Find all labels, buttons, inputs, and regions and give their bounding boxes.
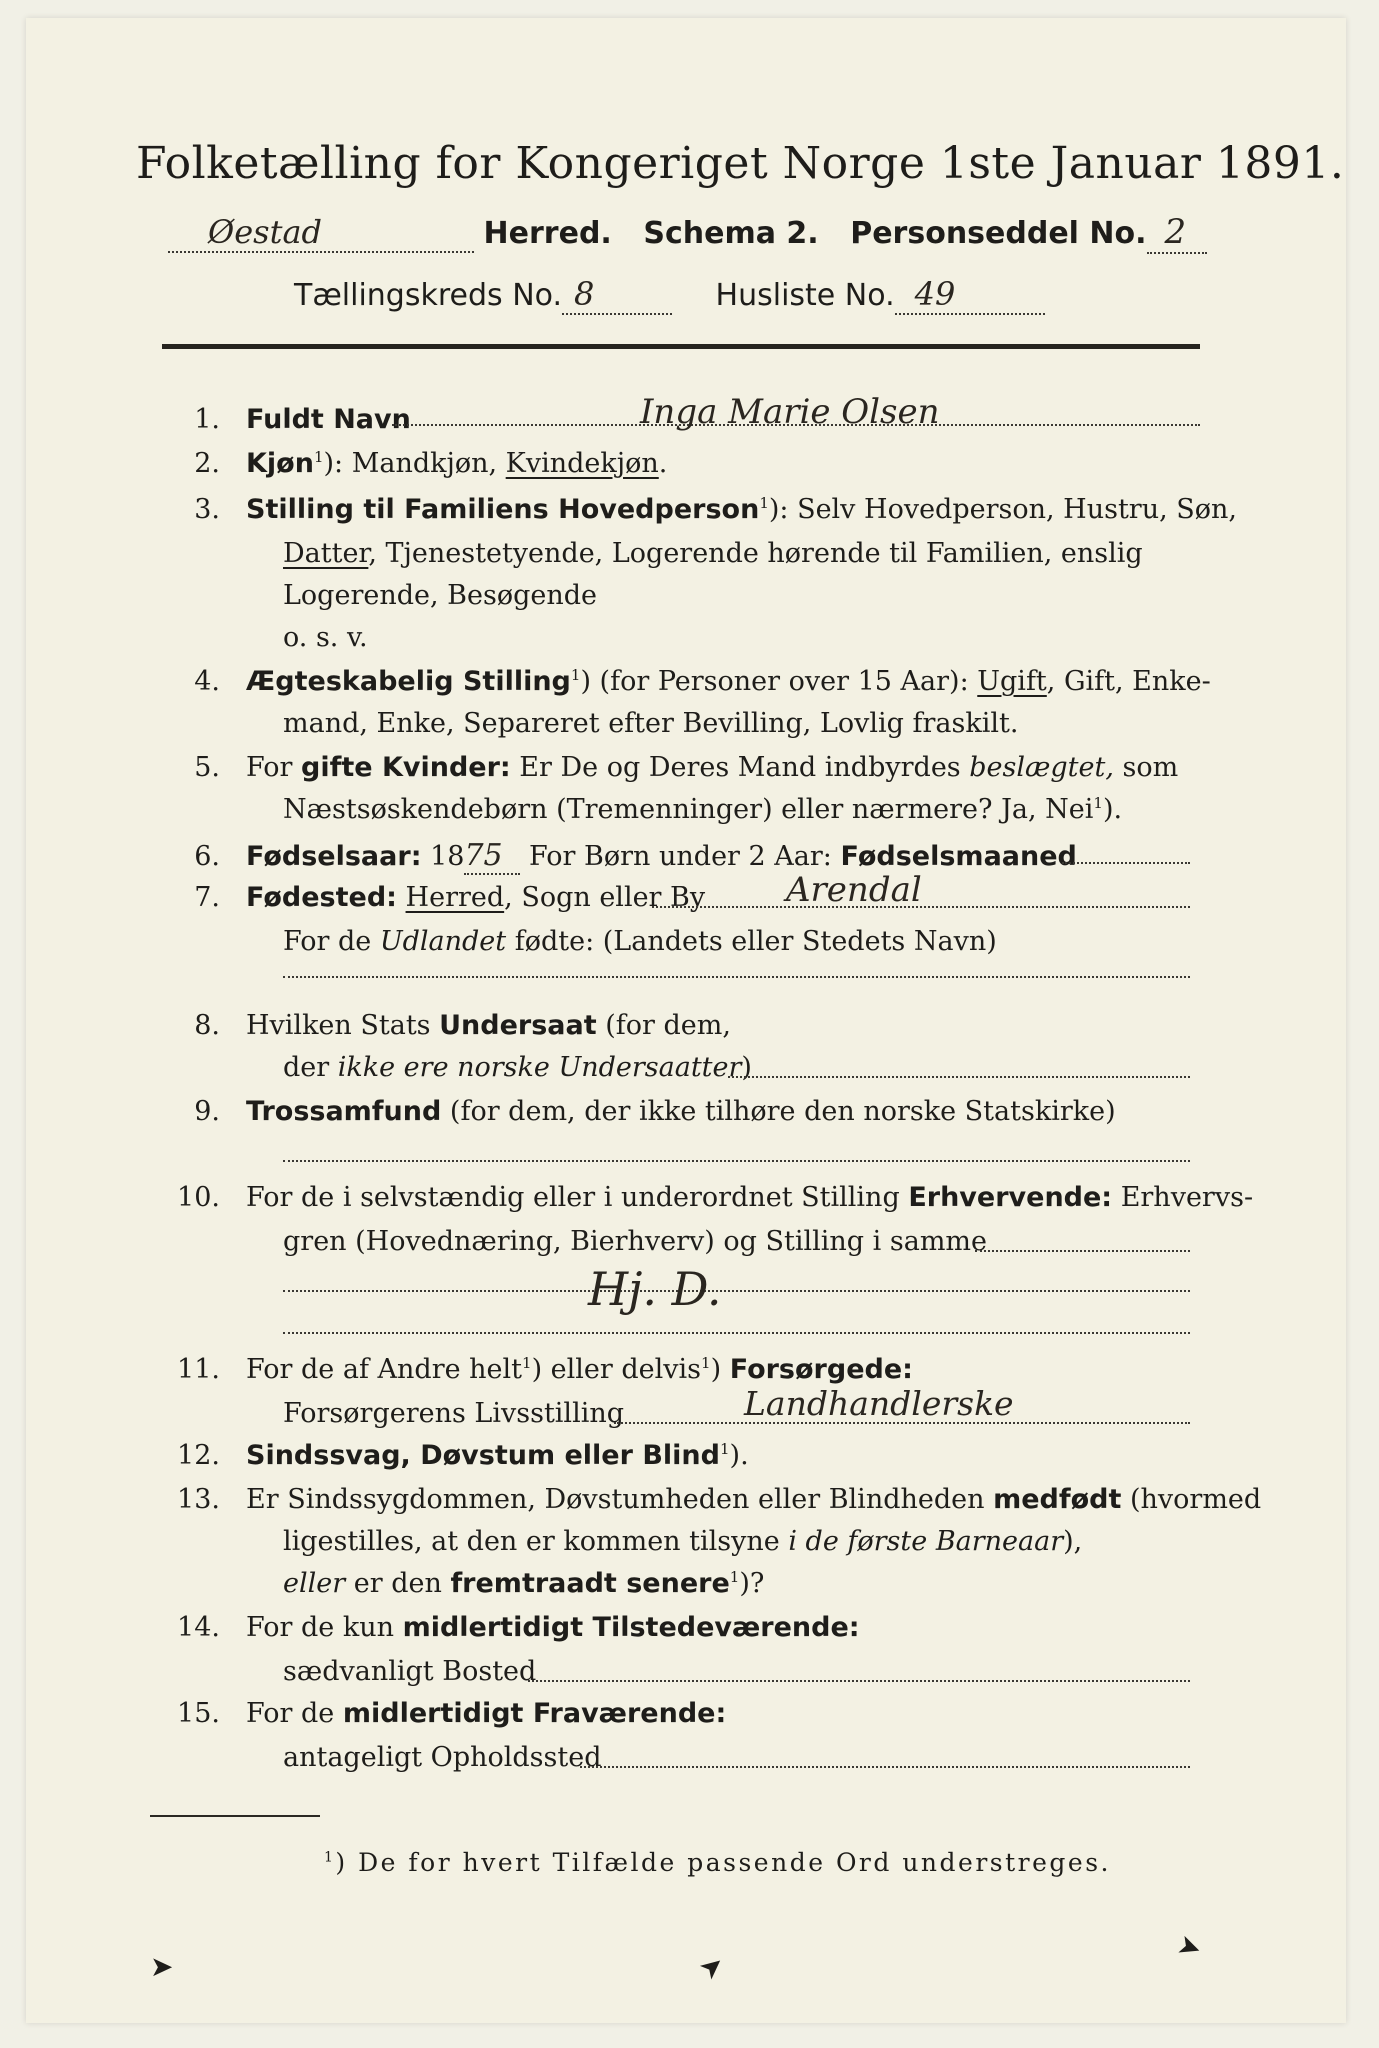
item-10-line2: gren (Hovednæring, Bierhverv) og Stilling i samme	[283, 1226, 988, 1257]
item-5-text: Er De og Deres Mand indbyrdes	[510, 752, 970, 783]
item-8-line2-a: der	[283, 1052, 338, 1083]
item-11-line2: Forsørgerens Livsstilling	[283, 1398, 625, 1429]
footnote-ref: 1	[759, 494, 769, 512]
item-8-text: Hvilken Stats	[246, 1010, 440, 1041]
husliste-value: 49	[914, 275, 956, 313]
item-2-end: .	[658, 448, 668, 479]
item-13-label: medfødt	[993, 1484, 1122, 1515]
item-number: 13.	[177, 1484, 220, 1515]
item-4	[150, 666, 1211, 697]
personseddel-label: Personseddel No.	[850, 216, 1147, 251]
item-7-value: Arendal	[786, 870, 922, 910]
item-10-dotline	[975, 1250, 1190, 1252]
footnote-ref: 1	[313, 448, 324, 466]
item-3-line2	[283, 538, 1143, 569]
item-3-line4: o. s. v.	[283, 622, 368, 653]
footnote-rule	[150, 1815, 320, 1817]
item-5-label: gifte Kvinder:	[301, 752, 511, 783]
item-5-prefix: For	[246, 752, 302, 783]
item-6-dotline	[1062, 862, 1190, 864]
item-2-selected: Kvindekjøn	[505, 448, 659, 479]
personseddel-value: 2	[1164, 212, 1187, 252]
item-8	[150, 1010, 731, 1041]
item-13-text: Er Sindssygdommen, Døvstumheden eller Blindheden	[246, 1484, 994, 1515]
item-7	[150, 882, 705, 913]
item-number: 15.	[177, 1698, 220, 1729]
corner-mark-left-icon: ➤	[150, 1950, 174, 1983]
item-11-text-c: )	[710, 1354, 730, 1385]
item-5-italic: beslægtet,	[969, 752, 1114, 783]
item-13-line3-italic: eller	[283, 1568, 346, 1599]
item-13-end: (hvormed	[1121, 1484, 1262, 1515]
item-15-dotline	[580, 1766, 1190, 1768]
footnote	[324, 1848, 1111, 1877]
kreds-value: 8	[574, 275, 595, 313]
item-4-line2: mand, Enke, Separeret efter Bevilling, Lovlig fraskilt.	[283, 708, 1019, 739]
item-3-text: ): Selv Hovedperson, Hustru, Søn,	[768, 494, 1237, 525]
item-6-value: 75	[464, 838, 503, 873]
item-number: 3.	[194, 494, 220, 525]
item-7-label: Fødested:	[246, 882, 397, 913]
item-5-end: som	[1113, 752, 1179, 783]
item-13	[150, 1484, 1261, 1515]
item-4-text: ) (for Personer over 15 Aar):	[580, 666, 978, 697]
item-8-line2-b: )	[741, 1052, 752, 1083]
kreds-label: Tællingskreds No.	[294, 278, 562, 313]
header-herred-line	[168, 212, 1207, 254]
item-11-text-b: ) eller delvis	[531, 1354, 702, 1385]
item-9-text: (for dem, der ikke tilhøre den norske Statskirke)	[441, 1096, 1116, 1127]
footnote-ref: 1	[719, 1440, 730, 1458]
item-1-value: Inga Marie Olsen	[640, 392, 940, 432]
item-number: 2.	[194, 448, 220, 479]
item-number: 11.	[177, 1354, 220, 1385]
item-10-blank-line-1	[283, 1290, 1190, 1292]
item-9	[150, 1096, 1116, 1127]
item-5-line2-text: Næstsøskendebørn (Tremenninger) eller nærmere? Ja, Nei	[283, 794, 1094, 825]
item-7-line2	[283, 926, 997, 957]
item-10-value: Hj. D.	[588, 1262, 722, 1316]
footnote-text: ) De for hvert Tilfælde passende Ord understreges.	[335, 1848, 1111, 1877]
item-11-value: Landhandlerske	[744, 1384, 1014, 1423]
item-3-line3: Logerende, Besøgende	[283, 580, 597, 611]
item-10	[150, 1182, 1253, 1213]
item-2	[150, 448, 667, 479]
item-12-label: Sindssvag, Døvstum eller Blind	[246, 1440, 720, 1471]
item-number: 5.	[194, 752, 220, 783]
item-7-blank-line	[283, 976, 1190, 978]
item-6	[150, 838, 1077, 875]
header-kreds-line	[294, 275, 1045, 315]
footnote-ref: 1	[522, 1354, 532, 1372]
item-number: 1.	[194, 404, 220, 435]
footnote-ref: 1	[570, 666, 581, 684]
item-1-label: Fuldt Navn	[246, 404, 411, 435]
item-2-label: Kjøn	[246, 448, 314, 479]
item-13-line2-italic: i de første Barneaar	[788, 1526, 1064, 1557]
item-13-line2	[283, 1526, 1082, 1557]
item-8-dotline	[728, 1076, 1190, 1078]
item-7-selected: Herred	[405, 882, 505, 913]
item-7-line2-italic: Udlandet	[379, 926, 507, 957]
item-3	[150, 494, 1237, 525]
item-10-end: Erhvervs-	[1112, 1182, 1254, 1213]
form-title: Folketælling for Kongeriget Norge 1ste Januar 1891.	[136, 138, 1345, 189]
item-5-line2	[283, 794, 1122, 825]
item-6-label-b: Fødselsmaaned	[840, 841, 1077, 872]
item-13-line3-b: )?	[739, 1568, 765, 1599]
item-10-label: Erhvervende:	[908, 1182, 1113, 1213]
item-number: 8.	[194, 1010, 220, 1041]
item-2-text: ): Mandkjøn,	[323, 448, 506, 479]
item-number: 6.	[194, 841, 220, 872]
item-8-line2-italic: ikke ere norske Undersaatter	[337, 1052, 742, 1083]
item-8-label: Undersaat	[439, 1010, 597, 1041]
herred-value: Øestad	[208, 213, 323, 251]
item-4-selected: Ugift	[977, 666, 1047, 697]
item-15-line2: antageligt Opholdssted	[283, 1742, 602, 1773]
corner-mark-center-icon: ➤	[692, 1946, 732, 1987]
item-3-selected: Datter	[283, 538, 369, 569]
item-3-line2-text: , Tjenestetyende, Logerende hørende til Familien, enslig	[368, 538, 1143, 569]
item-8-end: (for dem,	[596, 1010, 731, 1041]
item-14-dotline	[528, 1680, 1190, 1682]
footnote-ref: 1	[1093, 794, 1103, 812]
item-7-line2-a: For de	[283, 926, 380, 957]
item-14-text: For de kun	[246, 1612, 403, 1643]
item-11-text: For de af Andre helt	[246, 1354, 523, 1385]
item-number: 4.	[194, 666, 220, 697]
item-1	[150, 404, 411, 435]
item-15-label: midlertidigt Fraværende:	[342, 1698, 727, 1729]
item-13-line3-a: er den	[345, 1568, 451, 1599]
item-9-blank-line	[283, 1160, 1190, 1162]
item-10-text: For de i selvstændig eller i underordnet Stilling	[246, 1182, 909, 1213]
footnote-ref: 1	[701, 1354, 711, 1372]
item-8-line2	[283, 1052, 752, 1083]
item-14-line2: sædvanligt Bosted	[283, 1656, 537, 1687]
item-number: 7.	[194, 882, 220, 913]
item-13-line2-a: ligestilles, at den er kommen tilsyne	[283, 1526, 789, 1557]
item-9-label: Trossamfund	[246, 1096, 442, 1127]
item-11	[150, 1354, 913, 1385]
item-6-label: Fødselsaar:	[246, 841, 422, 872]
item-5	[150, 752, 1178, 783]
item-15-text: For de	[246, 1698, 343, 1729]
item-12	[150, 1440, 749, 1471]
herred-label: Herred.	[483, 216, 612, 251]
item-3-label: Stilling til Familiens Hovedperson	[246, 494, 760, 525]
item-11-label: Forsørgede:	[729, 1354, 913, 1385]
item-4-text-end: , Gift, Enke-	[1046, 666, 1211, 697]
item-6-prefix: 18	[421, 841, 465, 872]
item-13-line3	[283, 1568, 764, 1599]
husliste-label: Husliste No.	[715, 278, 895, 313]
item-number: 10.	[177, 1182, 220, 1213]
item-14-label: midlertidigt Tilstedeværende:	[402, 1612, 860, 1643]
item-4-label: Ægteskabelig Stilling	[246, 666, 571, 697]
corner-mark-right-icon: ➤	[1173, 1926, 1207, 1967]
item-number: 12.	[177, 1440, 220, 1471]
item-10-blank-line-2	[283, 1332, 1190, 1334]
footnote-sup: 1	[324, 1849, 336, 1866]
item-number: 14.	[177, 1612, 220, 1643]
item-7-line2-b: fødte: (Landets eller Stedets Navn)	[506, 926, 997, 957]
item-13-line2-b: ),	[1063, 1526, 1083, 1557]
schema-label: Schema 2.	[643, 216, 819, 251]
item-15	[150, 1698, 726, 1729]
item-5-line2-end: ).	[1102, 794, 1123, 825]
item-number: 9.	[194, 1096, 220, 1127]
item-6-text: For Børn under 2 Aar:	[520, 841, 841, 872]
header-rule	[162, 344, 1200, 349]
item-14	[150, 1612, 860, 1643]
item-7-text: , Sogn eller By	[504, 882, 706, 913]
item-12-end: ).	[729, 1440, 749, 1471]
item-13-line3-label: fremtraadt senere	[450, 1568, 730, 1599]
footnote-ref: 1	[729, 1568, 740, 1586]
